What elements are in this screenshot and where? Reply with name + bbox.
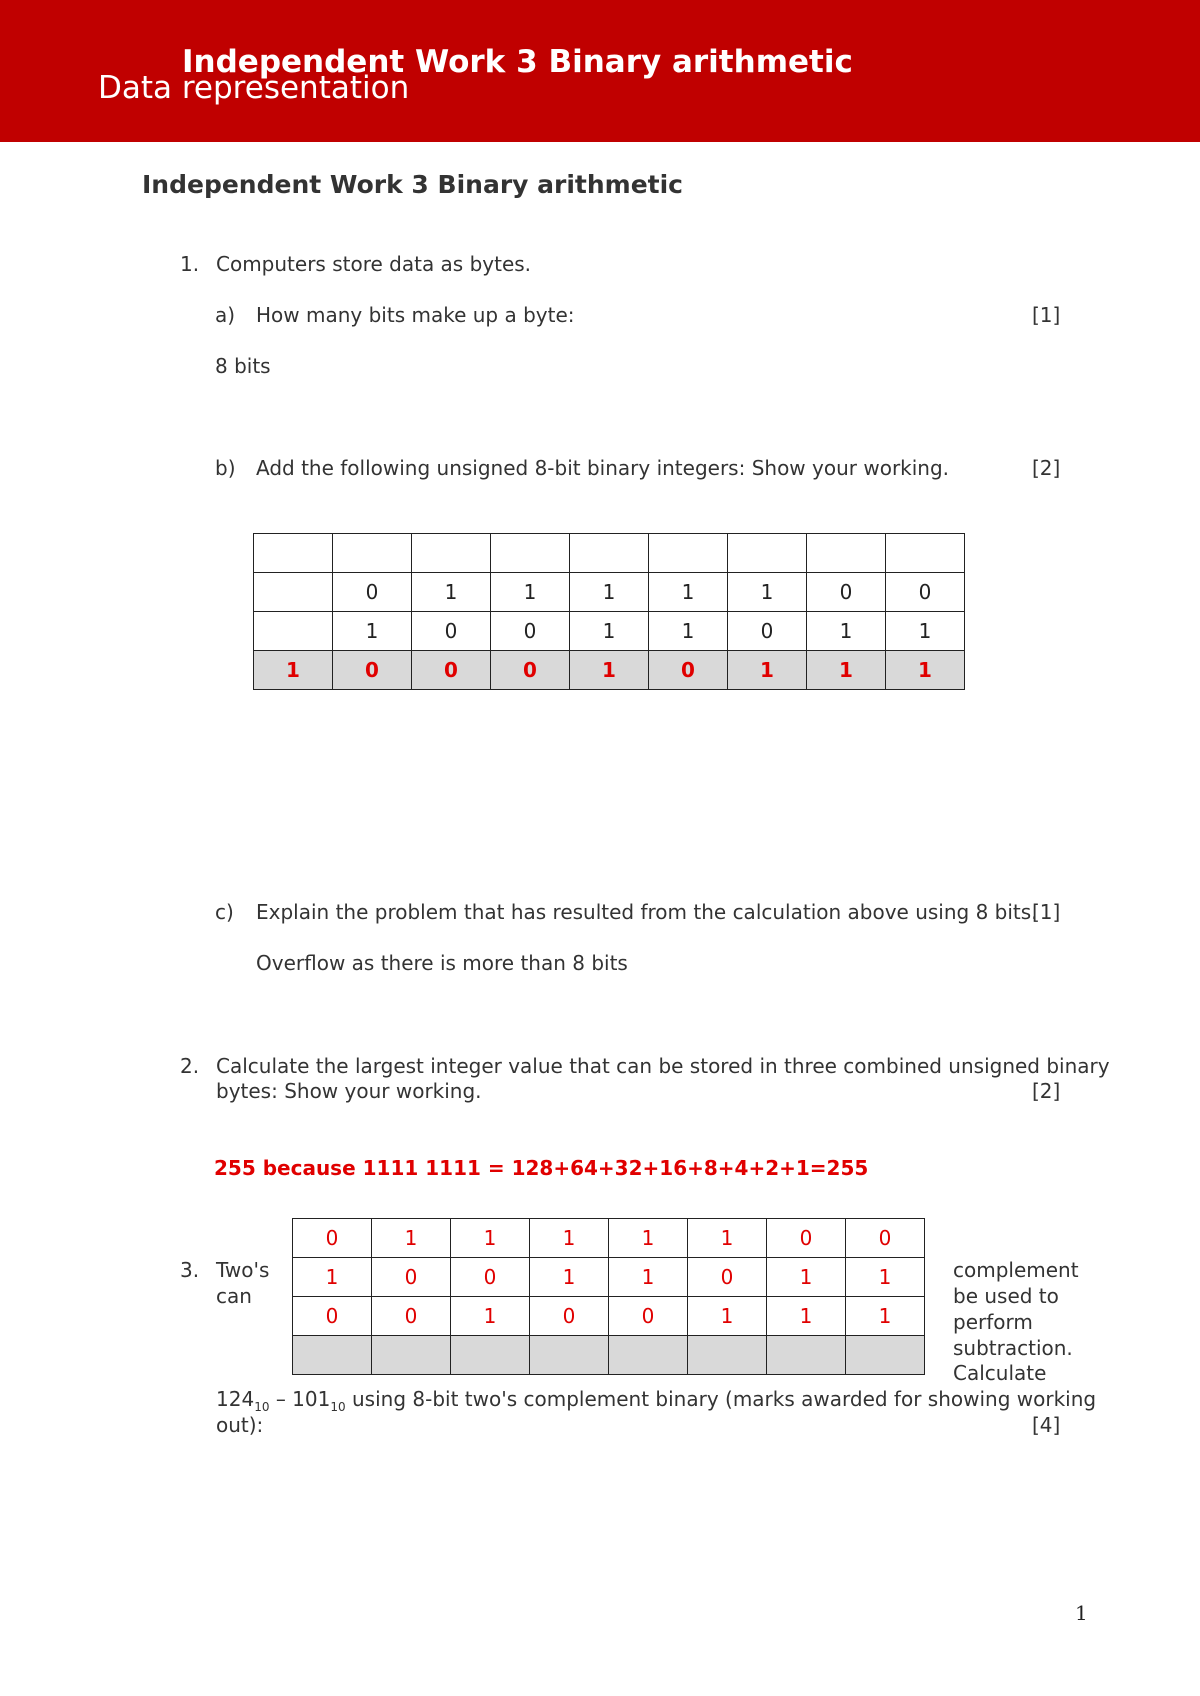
table-cell: 0	[846, 1219, 925, 1258]
binary-addition-table	[253, 533, 965, 690]
table-cell: 1	[846, 1297, 925, 1336]
result-cell: 1	[807, 651, 886, 690]
q1-number: 1.	[180, 252, 200, 276]
q3-right-line: perform	[953, 1310, 1033, 1334]
table-cell: 0	[807, 573, 886, 612]
result-cell: 1	[886, 651, 965, 690]
q1c-answer: Overflow as there is more than 8 bits	[256, 951, 628, 975]
table-cell	[333, 534, 412, 573]
q1b-marks: [2]	[1032, 456, 1061, 480]
q3-left-line1: Two's	[216, 1258, 270, 1282]
table-cell: 1	[807, 612, 886, 651]
header-subtitle: Data representation	[98, 70, 410, 106]
q1a-text: How many bits make up a byte:	[256, 303, 575, 327]
q3-num-a: 124	[216, 1387, 255, 1411]
result-cell: 0	[649, 651, 728, 690]
table-cell	[807, 534, 886, 573]
table-cell: 0	[491, 612, 570, 651]
table-row	[293, 1297, 925, 1336]
q1c-label: c)	[215, 900, 234, 924]
table-cell: 1	[688, 1219, 767, 1258]
answer-cell	[372, 1336, 451, 1375]
q2-line1: Calculate the largest integer value that can be stored in three combined unsigned binary	[216, 1054, 1110, 1078]
table-cell: 1	[886, 612, 965, 651]
table-cell: 0	[293, 1219, 372, 1258]
table-cell: 1	[570, 612, 649, 651]
result-cell: 0	[491, 651, 570, 690]
table-cell	[570, 534, 649, 573]
q1b-text: Add the following unsigned 8-bit binary integers: Show your working.	[256, 456, 950, 480]
q3-num-b: – 101	[269, 1387, 331, 1411]
table-cell: 1	[767, 1258, 846, 1297]
table-cell: 1	[609, 1258, 688, 1297]
q1-text: Computers store data as bytes.	[216, 252, 532, 276]
table-row	[293, 1336, 925, 1375]
table-cell	[254, 534, 333, 573]
q2-marks: [2]	[1032, 1079, 1061, 1103]
q3-right-line: Calculate	[953, 1361, 1047, 1385]
table-cell	[491, 534, 570, 573]
answer-cell	[451, 1336, 530, 1375]
answer-cell	[846, 1336, 925, 1375]
result-cell: 1	[254, 651, 333, 690]
table-cell	[254, 612, 333, 651]
q3-left-line2: can	[216, 1284, 252, 1308]
q3-right-line: subtraction.	[953, 1336, 1073, 1360]
result-cell: 1	[570, 651, 649, 690]
table-cell: 0	[372, 1297, 451, 1336]
table-cell: 0	[333, 573, 412, 612]
table-cell: 1	[846, 1258, 925, 1297]
table-row	[293, 1258, 925, 1297]
answer-cell	[688, 1336, 767, 1375]
answer-cell	[609, 1336, 688, 1375]
answer-cell	[530, 1336, 609, 1375]
result-cell: 0	[412, 651, 491, 690]
table-cell: 1	[649, 573, 728, 612]
table-cell: 1	[491, 573, 570, 612]
table-cell: 1	[767, 1297, 846, 1336]
q1a-answer: 8 bits	[215, 354, 271, 378]
twos-complement-table	[292, 1218, 925, 1375]
q2-number: 2.	[180, 1054, 200, 1078]
table-cell: 0	[609, 1297, 688, 1336]
result-cell: 1	[728, 651, 807, 690]
table-cell	[649, 534, 728, 573]
table-cell: 0	[688, 1258, 767, 1297]
table-cell: 0	[767, 1219, 846, 1258]
answer-cell	[767, 1336, 846, 1375]
table-cell: 1	[649, 612, 728, 651]
table-cell: 0	[886, 573, 965, 612]
q1b-label: b)	[215, 456, 236, 480]
table-cell: 1	[530, 1219, 609, 1258]
q3-marks: [4]	[1032, 1413, 1061, 1437]
q3-right-line: complement	[953, 1258, 1079, 1282]
q1a-label: a)	[215, 303, 236, 327]
table-cell: 1	[293, 1258, 372, 1297]
answer-cell	[293, 1336, 372, 1375]
table-cell: 1	[609, 1219, 688, 1258]
table-cell: 0	[530, 1297, 609, 1336]
q3-number: 3.	[180, 1258, 200, 1282]
table-row	[293, 1219, 925, 1258]
table-cell: 0	[372, 1258, 451, 1297]
q1c-marks: [1]	[1032, 900, 1061, 924]
q3-calc-text: using 8-bit two's complement binary (marks awarded for showing working	[345, 1387, 1097, 1411]
q3-calc-line	[216, 1387, 1096, 1414]
table-cell: 0	[412, 612, 491, 651]
document-title: Independent Work 3 Binary arithmetic	[142, 170, 684, 199]
q3-base-b: 10	[330, 1400, 346, 1414]
table-cell: 0	[728, 612, 807, 651]
table-cell: 1	[451, 1219, 530, 1258]
q3-right-line: be used to	[953, 1284, 1059, 1308]
table-row	[254, 534, 965, 573]
result-row	[254, 651, 965, 690]
table-cell: 1	[372, 1219, 451, 1258]
header-title: Independent Work 3 Binary arithmetic	[182, 44, 853, 80]
table-cell: 1	[333, 612, 412, 651]
page-number: 1	[1075, 1601, 1088, 1625]
q2-answer: 255 because 1111 1111 = 128+64+32+16+8+4+2+1=255	[214, 1156, 869, 1180]
table-cell: 1	[728, 573, 807, 612]
table-cell	[728, 534, 807, 573]
table-cell: 1	[451, 1297, 530, 1336]
q2-line2: bytes: Show your working.	[216, 1079, 482, 1103]
table-cell: 1	[530, 1258, 609, 1297]
table-cell: 0	[451, 1258, 530, 1297]
table-row	[254, 612, 965, 651]
table-cell	[412, 534, 491, 573]
q1c-text: Explain the problem that has resulted from the calculation above using 8 bits.	[256, 900, 1038, 924]
table-cell	[254, 573, 333, 612]
table-cell: 1	[412, 573, 491, 612]
q3-line2: out):	[216, 1413, 264, 1437]
table-cell: 1	[688, 1297, 767, 1336]
table-cell: 1	[570, 573, 649, 612]
table-cell: 0	[293, 1297, 372, 1336]
table-row	[254, 573, 965, 612]
result-cell: 0	[333, 651, 412, 690]
q1a-marks: [1]	[1032, 303, 1061, 327]
header-banner	[0, 0, 1200, 142]
q3-base-a: 10	[254, 1400, 270, 1414]
table-cell	[886, 534, 965, 573]
